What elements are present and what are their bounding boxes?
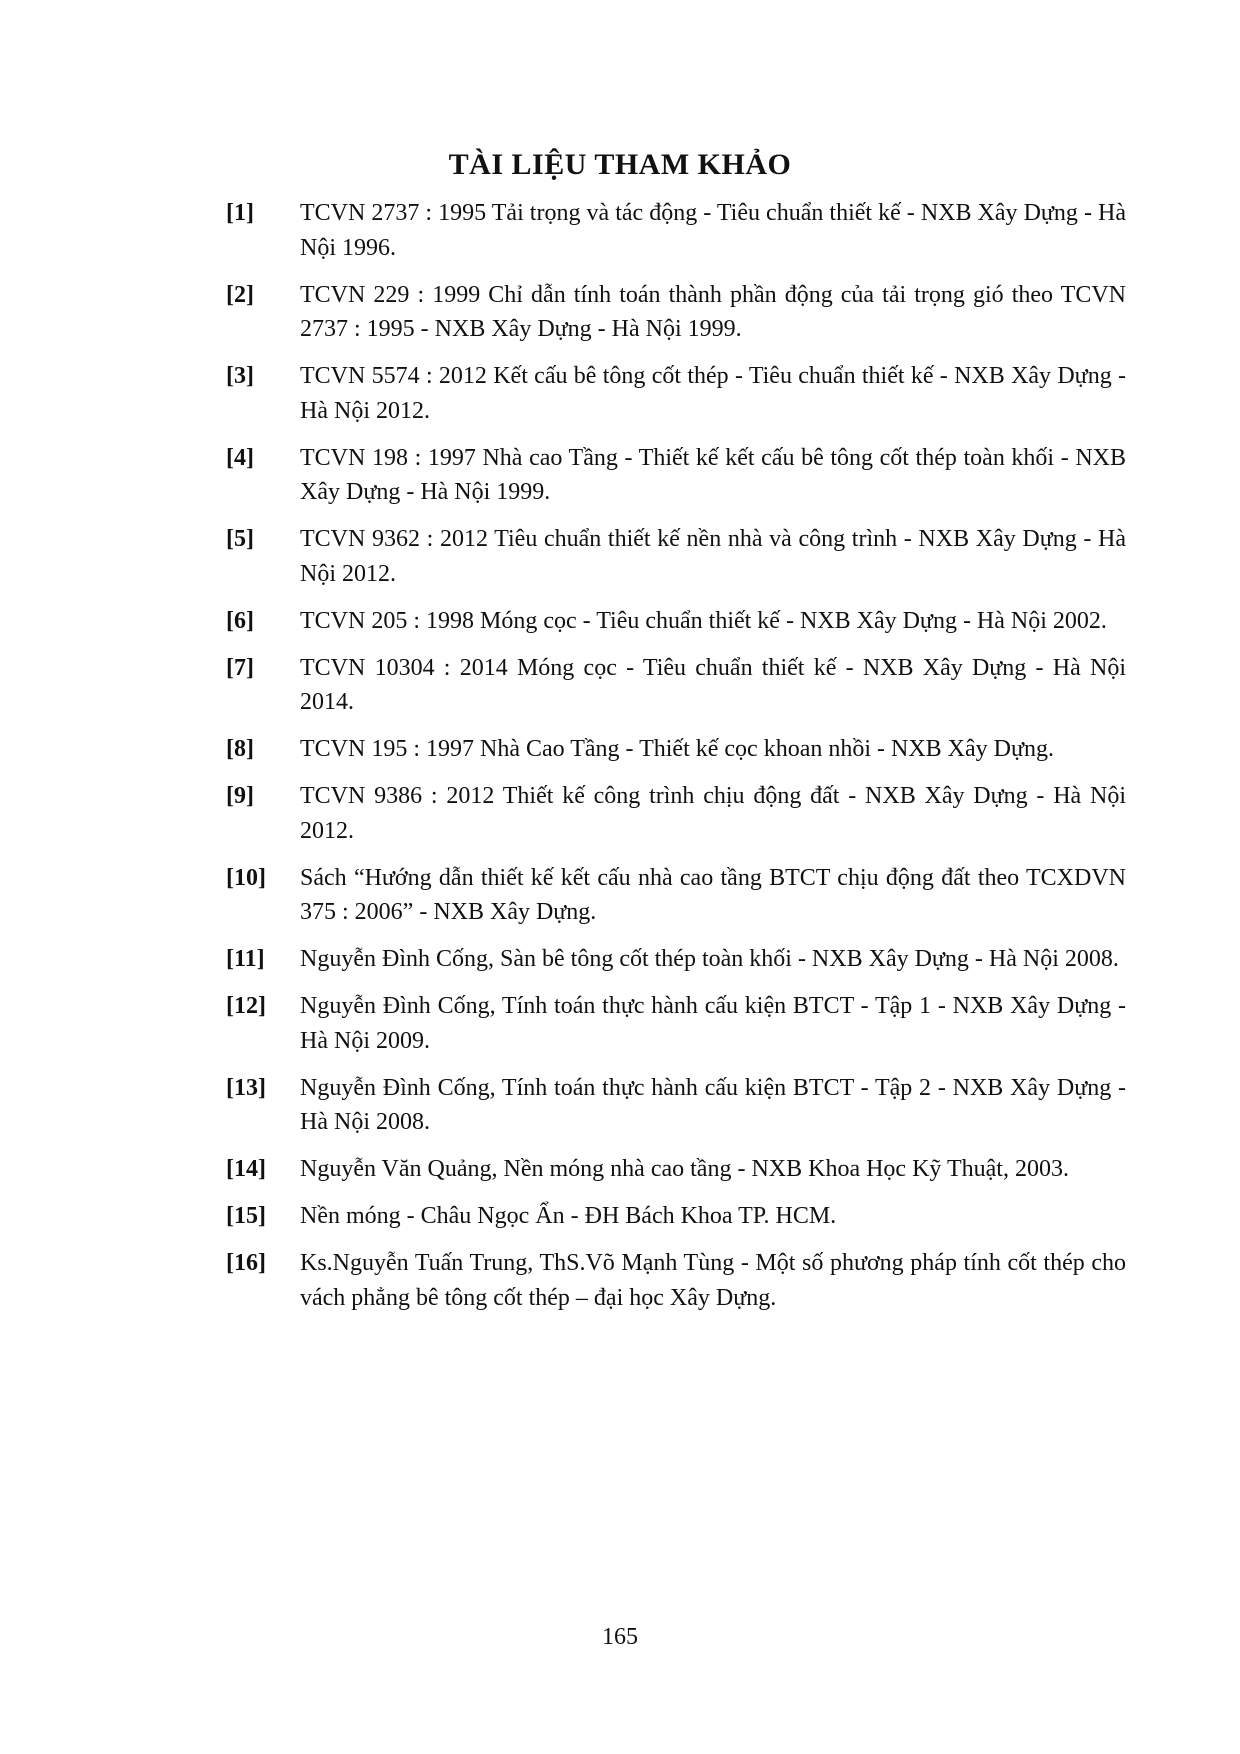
reference-text: Ks.Nguyễn Tuấn Trung, ThS.Võ Mạnh Tùng - Một số phương pháp tính cốt thép cho vách phẳng bê tông cốt thép – đại học Xây Dựng. bbox=[300, 1250, 1126, 1311]
page-number: 165 bbox=[602, 1624, 638, 1650]
reference-number: [15] bbox=[226, 1203, 266, 1229]
reference-text: Nguyễn Đình Cống, Sàn bê tông cốt thép toàn khối - NXB Xây Dựng - Hà Nội 2008. bbox=[300, 946, 1119, 972]
reference-text: Sách “Hướng dẫn thiết kế kết cấu nhà cao tầng BTCT chịu động đất theo TCXDVN 375 : 2006” - NXB Xây Dựng. bbox=[300, 864, 1126, 925]
reference-text: TCVN 9386 : 2012 Thiết kế công trình chịu động đất - NXB Xây Dựng - Hà Nội 2012. bbox=[300, 783, 1126, 844]
reference-item bbox=[226, 441, 1126, 510]
reference-item bbox=[226, 604, 1126, 639]
reference-text: TCVN 5574 : 2012 Kết cấu bê tông cốt thép - Tiêu chuẩn thiết kế - NXB Xây Dựng - Hà Nội 2012. bbox=[300, 363, 1126, 424]
reference-item bbox=[226, 1152, 1126, 1187]
reference-number: [5] bbox=[226, 526, 254, 552]
reference-text: Nguyễn Văn Quảng, Nền móng nhà cao tầng - NXB Khoa Học Kỹ Thuật, 2003. bbox=[300, 1156, 1069, 1182]
reference-item bbox=[226, 278, 1126, 347]
reference-item bbox=[226, 196, 1126, 265]
reference-number: [10] bbox=[226, 864, 266, 891]
reference-number: [13] bbox=[226, 1074, 266, 1101]
reference-number: [3] bbox=[226, 363, 254, 389]
reference-number: [12] bbox=[226, 993, 266, 1019]
reference-number: [4] bbox=[226, 444, 254, 471]
reference-number: [11] bbox=[226, 946, 265, 972]
reference-item bbox=[226, 779, 1126, 848]
reference-text: Nguyễn Đình Cống, Tính toán thực hành cấu kiện BTCT - Tập 1 - NXB Xây Dựng - Hà Nội 2009. bbox=[300, 993, 1126, 1054]
reference-number: [8] bbox=[226, 736, 254, 762]
reference-list bbox=[226, 196, 1126, 1328]
reference-item bbox=[226, 861, 1126, 930]
reference-item bbox=[226, 942, 1126, 977]
reference-item bbox=[226, 522, 1126, 591]
reference-number: [6] bbox=[226, 607, 254, 634]
reference-item bbox=[226, 1199, 1126, 1234]
reference-text: TCVN 2737 : 1995 Tải trọng và tác động - Tiêu chuẩn thiết kế - NXB Xây Dựng - Hà Nội 1996. bbox=[300, 200, 1126, 261]
reference-text: TCVN 198 : 1997 Nhà cao Tầng - Thiết kế kết cấu bê tông cốt thép toàn khối - NXB Xây Dựng - Hà Nội 1999. bbox=[300, 444, 1126, 505]
reference-text: TCVN 9362 : 2012 Tiêu chuẩn thiết kế nền nhà và công trình - NXB Xây Dựng - Hà Nội 2012. bbox=[300, 526, 1126, 587]
reference-item bbox=[226, 989, 1126, 1058]
reference-number: [1] bbox=[226, 200, 254, 226]
reference-item bbox=[226, 651, 1126, 720]
reference-number: [2] bbox=[226, 281, 254, 308]
reference-item bbox=[226, 1071, 1126, 1140]
page-title: TÀI LIỆU THAM KHẢO bbox=[448, 148, 792, 181]
reference-text: TCVN 10304 : 2014 Móng cọc - Tiêu chuẩn thiết kế - NXB Xây Dựng - Hà Nội 2014. bbox=[300, 654, 1126, 715]
reference-number: [16] bbox=[226, 1250, 266, 1276]
reference-number: [9] bbox=[226, 783, 254, 809]
reference-text: TCVN 229 : 1999 Chỉ dẫn tính toán thành phần động của tải trọng gió theo TCVN 2737 : 1995 - NXB Xây Dựng - Hà Nội 1999. bbox=[300, 281, 1126, 342]
reference-number: [14] bbox=[226, 1156, 266, 1182]
reference-text: TCVN 205 : 1998 Móng cọc - Tiêu chuẩn thiết kế - NXB Xây Dựng - Hà Nội 2002. bbox=[300, 607, 1107, 634]
reference-item bbox=[226, 732, 1126, 767]
reference-text: Nền móng - Châu Ngọc Ẩn - ĐH Bách Khoa TP. HCM. bbox=[300, 1203, 837, 1229]
reference-text: TCVN 195 : 1997 Nhà Cao Tầng - Thiết kế cọc khoan nhồi - NXB Xây Dựng. bbox=[300, 736, 1054, 762]
reference-text: Nguyễn Đình Cống, Tính toán thực hành cấu kiện BTCT - Tập 2 - NXB Xây Dựng - Hà Nội 2008. bbox=[300, 1074, 1126, 1135]
reference-item bbox=[226, 359, 1126, 428]
reference-item bbox=[226, 1246, 1126, 1315]
reference-number: [7] bbox=[226, 654, 254, 681]
